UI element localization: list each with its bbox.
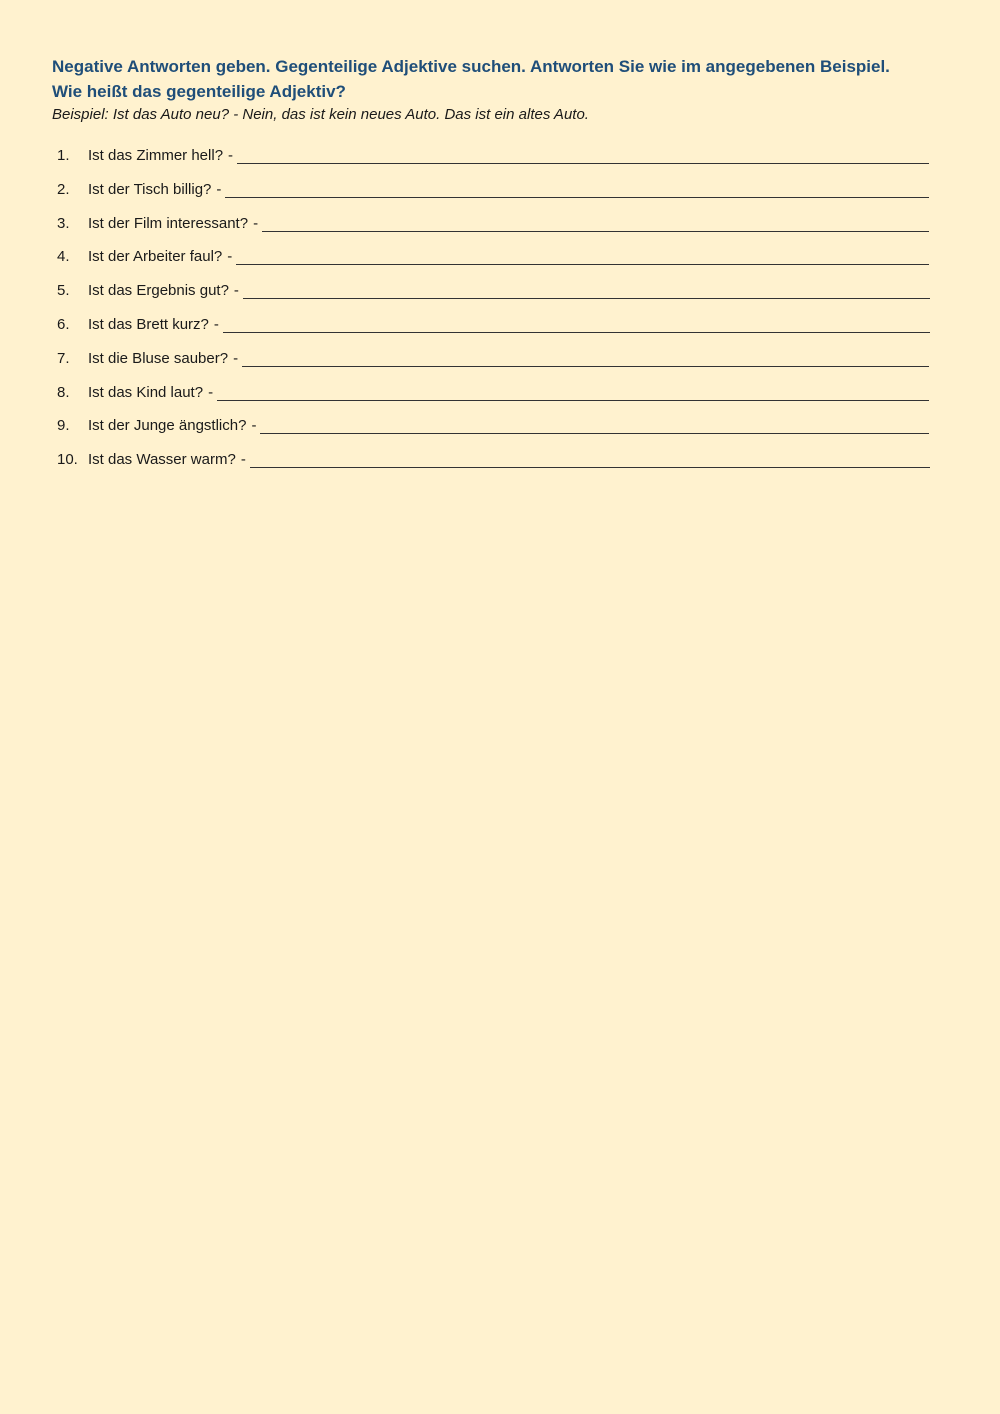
question-item — [52, 244, 942, 278]
question-number: 8. — [57, 383, 70, 401]
answer-blank[interactable] — [262, 215, 929, 232]
question-text: Ist das Ergebnis gut? — [88, 282, 229, 300]
answer-blank[interactable] — [217, 384, 929, 401]
question-text: Ist das Zimmer hell? — [88, 147, 224, 164]
question-number: 6. — [57, 315, 70, 333]
question-dash: - — [228, 147, 234, 164]
question-text: Ist der Film interessant? — [88, 214, 249, 232]
question-item — [52, 211, 942, 245]
question-text: Ist der Junge ängstlich? — [88, 417, 247, 435]
question-dash: - — [233, 349, 239, 367]
heading-line-2: Wie heißt das gegenteilige Adjektiv? — [52, 82, 346, 101]
question-item — [52, 177, 942, 211]
question-list — [52, 143, 942, 481]
question-dash: - — [213, 315, 219, 333]
question-number: 4. — [57, 248, 70, 266]
question-dash: - — [233, 282, 239, 300]
example-sentence: Beispiel: Ist das Auto neu? - Nein, das ist kein neues Auto. Das ist ein altes Auto. — [52, 106, 589, 123]
question-dash: - — [208, 383, 214, 401]
answer-blank[interactable] — [237, 147, 929, 164]
question-text: Ist die Bluse sauber? — [88, 349, 229, 367]
instruction-heading — [52, 54, 942, 104]
question-item — [52, 413, 942, 447]
question-text: Ist der Arbeiter faul? — [88, 248, 223, 266]
question-dash: - — [251, 417, 257, 435]
question-number: 10. — [57, 451, 78, 469]
question-item — [52, 380, 942, 414]
answer-blank[interactable] — [225, 181, 929, 198]
question-item — [52, 346, 942, 380]
answer-blank[interactable] — [236, 248, 929, 265]
question-number: 3. — [57, 214, 70, 232]
question-text: Ist das Brett kurz? — [88, 315, 209, 333]
question-item — [52, 312, 942, 346]
question-number: 7. — [57, 349, 70, 367]
answer-blank[interactable] — [250, 451, 930, 468]
question-dash: - — [240, 451, 246, 469]
question-item — [52, 278, 942, 312]
question-number: 1. — [57, 147, 70, 164]
answer-blank[interactable] — [242, 350, 929, 367]
answer-blank[interactable] — [223, 316, 930, 333]
question-item — [52, 447, 942, 481]
worksheet — [52, 54, 942, 481]
answer-blank[interactable] — [243, 282, 930, 299]
question-number: 2. — [57, 180, 70, 198]
question-number: 5. — [57, 282, 70, 300]
question-text: Ist der Tisch billig? — [88, 180, 212, 198]
question-dash: - — [253, 214, 259, 232]
question-text: Ist das Kind laut? — [88, 383, 204, 401]
question-dash: - — [216, 180, 222, 198]
question-dash: - — [227, 248, 233, 266]
question-text: Ist das Wasser warm? — [88, 451, 236, 469]
question-number: 9. — [57, 417, 70, 435]
question-item — [52, 143, 942, 177]
heading-line-1: Negative Antworten geben. Gegenteilige Adjektive suchen. Antworten Sie wie im angegebenen Beispiel. — [52, 57, 890, 76]
answer-blank[interactable] — [260, 417, 929, 434]
